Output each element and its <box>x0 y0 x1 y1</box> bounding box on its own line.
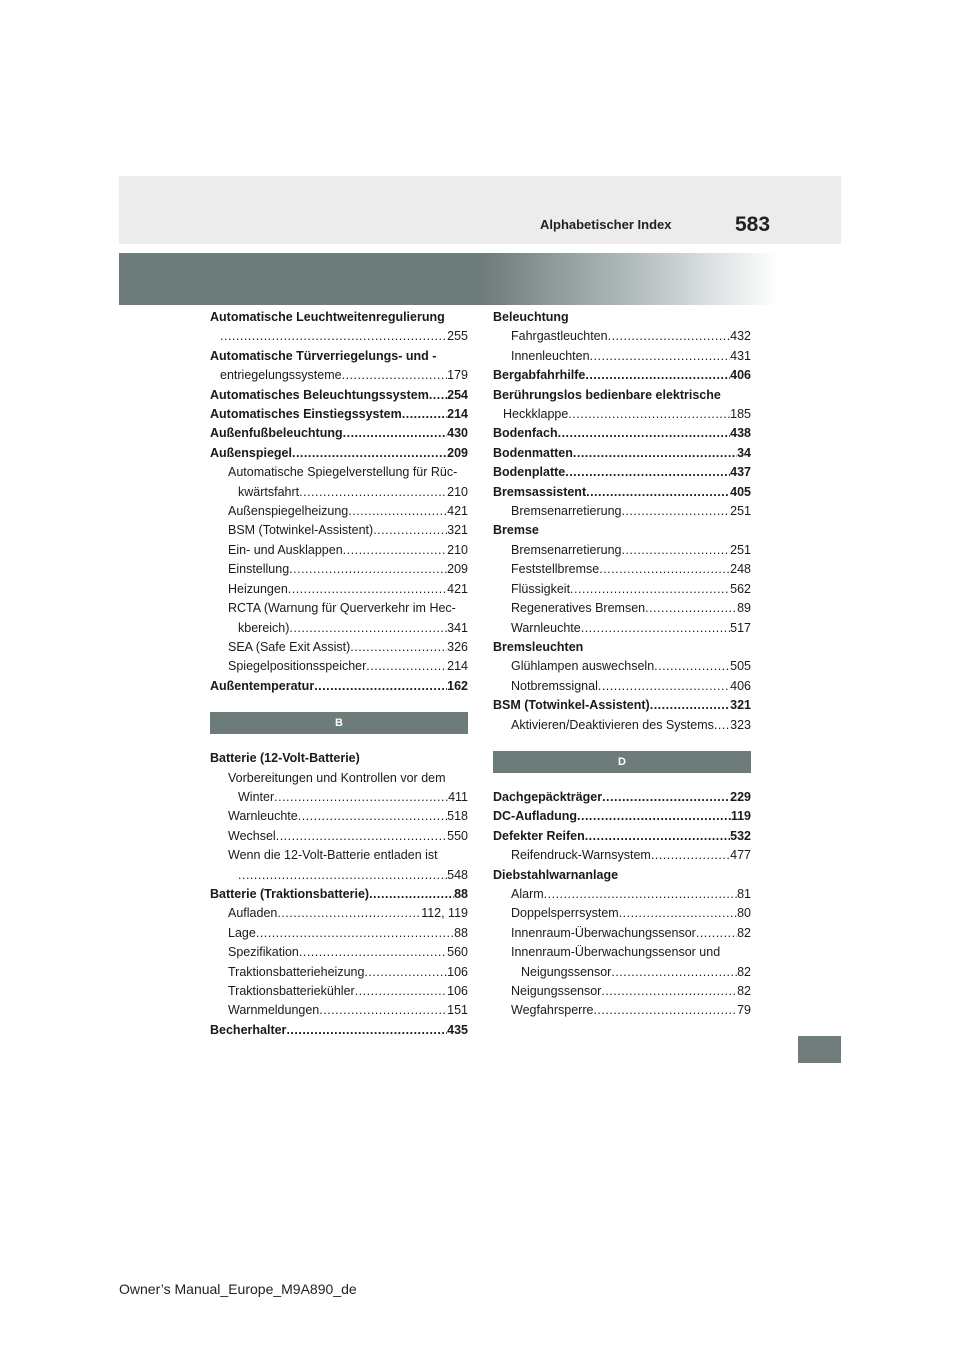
index-entry-page: 405 <box>730 484 751 499</box>
index-entry-term: Vorbereitungen und Kontrollen vor dem <box>228 770 446 785</box>
dot-leader <box>619 904 737 923</box>
index-entry-term: Aufladen <box>228 906 278 921</box>
index-entry-term: Einstellung <box>228 562 290 577</box>
index-entry-term: Bodenmatten <box>493 445 573 460</box>
index-entry-term: Spezifikation <box>228 945 299 960</box>
index-entry <box>493 807 751 826</box>
index-entry <box>493 405 751 424</box>
index-entry-term: Spiegelpositionsspeicher <box>228 659 367 674</box>
index-entry-term: Automatische Spiegelverstellung für Rüc- <box>228 465 458 480</box>
index-entry-page: 210 <box>447 484 468 499</box>
dot-leader <box>298 807 447 826</box>
index-entry <box>210 807 468 826</box>
index-entry <box>493 885 751 904</box>
index-entry-page: 323 <box>730 717 751 732</box>
index-entry-term: Fahrgastleuchten <box>511 329 608 344</box>
dot-leader <box>593 1001 737 1020</box>
index-entry-term: Dachgepäckträger <box>493 789 603 804</box>
index-entry-term: Bodenfach <box>493 426 558 441</box>
index-entry-page: 532 <box>730 828 751 843</box>
index-entry <box>493 638 751 657</box>
index-entry <box>493 502 751 521</box>
dot-leader <box>654 657 730 676</box>
index-group-b <box>210 749 468 1040</box>
dot-leader <box>714 716 730 735</box>
index-entry-page: 437 <box>730 465 751 480</box>
index-entry <box>210 1001 468 1020</box>
index-entry-page: 79 <box>737 1003 751 1018</box>
index-entry-page: 248 <box>730 562 751 577</box>
index-entry <box>493 444 751 463</box>
index-entry-page: 477 <box>730 848 751 863</box>
dot-leader <box>364 963 447 982</box>
index-entry <box>210 502 468 521</box>
dot-leader <box>611 963 737 982</box>
index-entry-page: 341 <box>447 620 468 635</box>
index-group-a <box>210 308 468 696</box>
index-entry <box>210 463 468 482</box>
index-entry <box>493 696 751 715</box>
index-entry-term: Warnleuchte <box>511 620 581 635</box>
index-entry-page: 430 <box>447 426 468 441</box>
dot-leader <box>602 788 730 807</box>
index-entry <box>210 1021 468 1040</box>
dot-leader <box>565 463 730 482</box>
index-entry-page: 106 <box>447 984 468 998</box>
index-entry-page: 34 <box>737 445 751 460</box>
dot-leader <box>360 749 468 768</box>
dot-leader <box>577 807 731 826</box>
index-entry-page: 432 <box>730 329 751 344</box>
index-entry <box>493 827 751 846</box>
index-entry <box>210 827 468 846</box>
index-entry-term: Automatisches Beleuchtungssystem <box>210 387 429 402</box>
index-entry-term: Automatische Türverriegelungs- und - <box>210 348 437 363</box>
index-entry <box>493 386 751 405</box>
index-entry <box>493 347 751 366</box>
dot-leader <box>721 386 751 405</box>
index-entry <box>210 846 468 865</box>
dot-leader <box>581 619 730 638</box>
index-entry-term: Lage <box>228 925 256 940</box>
dot-leader <box>585 366 730 385</box>
dot-leader <box>299 483 447 502</box>
dot-leader <box>544 885 737 904</box>
index-entry-page: 438 <box>730 426 751 441</box>
dot-leader <box>220 327 447 346</box>
index-entry <box>493 846 751 865</box>
index-entry <box>493 657 751 676</box>
index-entry-term: Traktionsbatteriekühler <box>228 984 355 998</box>
index-entry-page: 251 <box>730 504 751 519</box>
index-entry-term: Innenleuchten <box>511 348 590 363</box>
index-entry-page: 210 <box>447 542 468 557</box>
index-entry <box>210 943 468 962</box>
dot-leader <box>585 827 730 846</box>
index-entry-term: Neigungssensor <box>511 984 602 998</box>
dot-leader <box>289 619 447 638</box>
dot-leader <box>348 502 447 521</box>
index-entry-page: 209 <box>447 562 468 577</box>
index-entry-term: Innenraum-Überwachungssensor <box>511 925 696 940</box>
section-header-d: D <box>493 751 751 773</box>
index-entry-term: Berührungslos bedienbare elektrische <box>493 387 721 402</box>
index-entry <box>493 866 751 885</box>
index-entry <box>210 483 468 502</box>
index-entry-page: 505 <box>730 659 751 674</box>
index-entry-page: 321 <box>447 523 468 538</box>
index-group-b-continued <box>493 308 751 735</box>
index-entry-page: 82 <box>737 964 751 979</box>
index-entry-term: Bremsenarretierung <box>511 504 622 519</box>
index-entry <box>493 982 751 1001</box>
dot-leader <box>299 943 447 962</box>
index-entry-page: 550 <box>447 828 468 843</box>
index-entry <box>210 424 468 443</box>
index-entry-page: 251 <box>730 542 751 557</box>
index-entry <box>210 638 468 657</box>
index-column-right <box>493 308 751 1021</box>
index-entry-term: Bremsassistent <box>493 484 587 499</box>
index-entry-term: Diebstahlwarnanlage <box>493 867 619 882</box>
index-entry-term: Notbremssignal <box>511 678 598 693</box>
index-entry-page: 80 <box>737 906 751 921</box>
header-band <box>119 176 841 244</box>
index-entry-page: 518 <box>447 809 468 824</box>
index-entry-page: 560 <box>447 945 468 960</box>
index-entry-page: 179 <box>447 368 468 383</box>
index-entry <box>493 788 751 807</box>
index-entry-page: 431 <box>730 348 751 363</box>
running-header-title: Alphabetischer Index <box>540 217 672 232</box>
index-entry-page: 162 <box>447 678 468 693</box>
index-entry <box>210 541 468 560</box>
index-entry-term: BSM (Totwinkel-Assistent) <box>493 698 650 713</box>
index-entry-term: Wenn die 12-Volt-Batterie entladen ist <box>228 848 438 863</box>
index-entry-term: Regeneratives Bremsen <box>511 601 646 616</box>
index-entry-term: Bremsleuchten <box>493 639 584 654</box>
index-entry-page: 82 <box>737 984 751 998</box>
dot-leader <box>457 463 468 482</box>
dot-leader <box>608 327 731 346</box>
index-entry-term: Außenspiegelheizung <box>228 504 349 519</box>
index-entry-page: 89 <box>737 601 751 616</box>
index-entry-page: 112, 119 <box>421 906 468 921</box>
dot-leader <box>286 1021 447 1040</box>
index-entry-term: Flüssigkeit <box>511 581 571 596</box>
dot-leader <box>573 444 737 463</box>
index-entry-term: Warnleuchte <box>228 809 298 824</box>
index-entry-term: Wegfahrsperre <box>511 1003 594 1018</box>
dot-leader <box>570 580 730 599</box>
index-entry <box>210 982 468 1001</box>
index-entry <box>210 521 468 540</box>
page-number: 583 <box>735 213 771 236</box>
section-header-b: B <box>210 712 468 734</box>
index-entry-page: 209 <box>447 445 468 460</box>
index-entry-term: Außentemperatur <box>210 678 315 693</box>
dot-leader <box>621 502 730 521</box>
index-entry <box>210 405 468 424</box>
index-entry-term: Glühlampen auswechseln <box>511 659 655 674</box>
index-entry-term: Neigungssensor <box>521 964 612 979</box>
dot-leader <box>539 521 751 540</box>
index-entry <box>210 560 468 579</box>
index-column-left <box>210 308 468 1040</box>
index-entry <box>493 424 751 443</box>
dot-leader <box>601 982 737 1001</box>
index-entry-page: 119 <box>730 809 751 824</box>
index-entry <box>493 463 751 482</box>
dot-leader <box>645 599 737 618</box>
index-entry-page: 255 <box>447 329 468 344</box>
dot-leader <box>456 599 468 618</box>
index-entry <box>210 904 468 923</box>
index-entry-term: Doppelsperrsystem <box>511 906 619 921</box>
index-entry <box>210 924 468 943</box>
index-entry-page: 88 <box>454 925 468 940</box>
dot-leader <box>319 1001 447 1020</box>
dot-leader <box>621 541 730 560</box>
index-group-d <box>493 788 751 1021</box>
decorative-header-bar <box>119 253 779 305</box>
index-entry-term: Becherhalter <box>210 1022 287 1037</box>
dot-leader <box>599 560 730 579</box>
dot-leader <box>586 483 730 502</box>
dot-leader <box>292 444 447 463</box>
index-entry-page: 214 <box>447 407 468 422</box>
dot-leader <box>314 677 447 696</box>
index-entry-term: kwärtsfahrt <box>238 484 300 499</box>
index-entry <box>493 716 751 735</box>
index-entry <box>493 560 751 579</box>
index-entry-term: Defekter Reifen <box>493 828 585 843</box>
dot-leader <box>343 541 447 560</box>
index-entry-term: Feststellbremse <box>511 562 600 577</box>
dot-leader <box>288 580 447 599</box>
dot-leader <box>289 560 447 579</box>
index-entry-page: 229 <box>730 789 751 804</box>
index-entry-page: 562 <box>730 581 751 596</box>
dot-leader <box>650 696 730 715</box>
index-entry-page: 321 <box>730 698 751 713</box>
index-entry-page: 548 <box>447 867 468 882</box>
index-entry <box>210 580 468 599</box>
dot-leader <box>350 638 447 657</box>
index-entry-page: 254 <box>447 387 468 402</box>
index-entry-page: 81 <box>737 886 751 901</box>
dot-leader <box>355 982 447 1001</box>
index-entry <box>210 308 468 327</box>
index-entry-page: 214 <box>447 659 468 674</box>
dot-leader <box>343 424 448 443</box>
index-entry-term: Bremsenarretierung <box>511 542 622 557</box>
index-entry-term: Warnmeldungen <box>228 1003 320 1018</box>
index-entry-term: Bremse <box>493 523 539 538</box>
index-entry-page: 421 <box>447 581 468 596</box>
index-entry-term: Automatisches Einstiegssystem <box>210 407 402 422</box>
index-entry-page: 88 <box>454 886 468 901</box>
index-entry <box>210 327 468 346</box>
index-entry-page: 421 <box>447 504 468 519</box>
dot-leader <box>369 885 454 904</box>
index-entry <box>210 677 468 696</box>
dot-leader <box>558 424 731 443</box>
index-entry <box>493 327 751 346</box>
dot-leader <box>366 657 447 676</box>
index-entry-page: 82 <box>737 925 751 940</box>
index-entry <box>210 599 468 618</box>
index-entry-page: 326 <box>447 639 468 654</box>
dot-leader <box>651 846 730 865</box>
index-entry-term: Wechsel <box>228 828 276 843</box>
dot-leader <box>342 366 448 385</box>
index-entry <box>493 366 751 385</box>
dot-leader <box>696 924 737 943</box>
index-entry-term: Außenfußbeleuchtung <box>210 426 343 441</box>
index-entry <box>493 677 751 696</box>
index-entry <box>493 599 751 618</box>
index-entry <box>210 386 468 405</box>
footer-manual-id: Owner’s Manual_Europe_M9A890_de <box>119 1281 357 1297</box>
index-entry-term: Automatische Leuchtweitenregulierung <box>210 310 445 324</box>
index-entry <box>493 308 751 327</box>
dot-leader <box>438 846 468 865</box>
index-entry-term: DC-Aufladung <box>493 809 578 824</box>
dot-leader <box>436 347 468 366</box>
index-entry <box>493 924 751 943</box>
index-entry-term: entriegelungssysteme <box>220 368 342 383</box>
index-entry-page: 411 <box>448 789 468 804</box>
index-entry-term: Batterie (Traktionsbatterie) <box>210 886 370 901</box>
dot-leader <box>402 405 447 424</box>
index-entry-term: Außenspiegel <box>210 445 292 460</box>
index-entry <box>210 866 468 885</box>
index-entry-page: 406 <box>730 368 751 383</box>
index-entry-term: Alarm <box>511 886 544 901</box>
dot-leader <box>373 521 447 540</box>
dot-leader <box>277 904 421 923</box>
index-entry-term: Bodenplatte <box>493 465 566 480</box>
index-entry <box>493 521 751 540</box>
index-entry-page: 151 <box>447 1003 468 1018</box>
dot-leader <box>238 866 447 885</box>
index-entry-term: Traktionsbatterieheizung <box>228 964 365 979</box>
index-entry-term: BSM (Totwinkel-Assistent) <box>228 523 374 538</box>
dot-leader <box>446 769 468 788</box>
dot-leader <box>568 405 730 424</box>
index-entry-page: 517 <box>730 620 751 635</box>
index-entry <box>210 444 468 463</box>
dot-leader <box>590 347 731 366</box>
dot-leader <box>429 386 447 405</box>
dot-leader <box>598 677 730 696</box>
index-entry <box>210 885 468 904</box>
index-entry <box>493 619 751 638</box>
index-entry <box>493 943 751 962</box>
index-entry-term: SEA (Safe Exit Assist) <box>228 639 351 654</box>
dot-leader <box>569 308 751 327</box>
dot-leader <box>618 866 751 885</box>
index-entry-term: Beleuchtung <box>493 310 569 324</box>
index-entry-term: Ein- und Ausklappen <box>228 542 343 557</box>
index-entry <box>210 769 468 788</box>
index-entry <box>210 619 468 638</box>
index-entry <box>210 749 468 768</box>
index-entry <box>210 347 468 366</box>
dot-leader <box>445 308 468 327</box>
index-entry <box>210 657 468 676</box>
index-entry <box>210 963 468 982</box>
dot-leader <box>276 827 447 846</box>
index-entry-page: 185 <box>730 407 751 422</box>
chapter-tab-marker <box>798 1036 841 1063</box>
dot-leader <box>256 924 454 943</box>
dot-leader <box>583 638 751 657</box>
index-entry <box>493 963 751 982</box>
index-entry-term: Aktivieren/Deaktivieren des Systems <box>511 717 714 732</box>
index-entry-term: Reifendruck-Warnsystem <box>511 848 651 863</box>
dot-leader <box>274 788 448 807</box>
index-entry-term: Winter <box>238 789 275 804</box>
index-entry <box>493 1001 751 1020</box>
index-entry-term: Innenraum-Überwachungssensor und <box>511 945 721 960</box>
index-entry-page: 106 <box>447 964 468 979</box>
index-entry <box>493 904 751 923</box>
index-entry-term: Batterie (12-Volt-Batterie) <box>210 751 360 766</box>
index-entry <box>493 483 751 502</box>
index-entry-term: Heckklappe <box>503 407 569 422</box>
index-entry-page: 435 <box>447 1022 468 1037</box>
index-entry-term: RCTA (Warnung für Querverkehr im Hec- <box>228 601 456 616</box>
index-entry-term: kbereich) <box>238 620 290 635</box>
index-entry <box>493 541 751 560</box>
index-entry <box>493 580 751 599</box>
index-entry-term: Bergabfahrhilfe <box>493 368 586 383</box>
index-entry-term: Heizungen <box>228 581 288 596</box>
index-entry <box>210 788 468 807</box>
dot-leader <box>720 943 751 962</box>
index-entry-page: 406 <box>730 678 751 693</box>
index-entry <box>210 366 468 385</box>
